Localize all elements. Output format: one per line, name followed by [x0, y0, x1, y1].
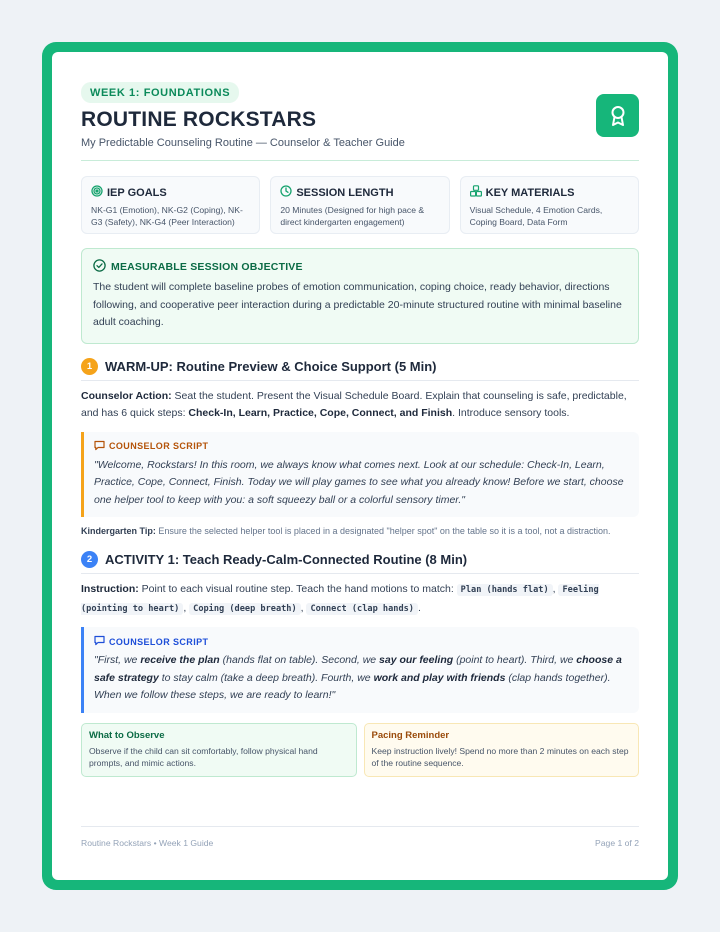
target-icon	[91, 185, 103, 200]
card-text: 20 Minutes (Designed for high pace & direct kindergarten engagement)	[280, 205, 425, 227]
card-title: IEP GOALS	[107, 186, 167, 199]
page-footer	[81, 826, 639, 848]
card-session-length	[270, 176, 449, 234]
motion-code: Plan (hands flat)	[457, 584, 553, 596]
section-title: ACTIVITY 1: Teach Ready-Calm-Connected Routine (8 Min)	[105, 552, 468, 567]
what-to-observe-box	[81, 723, 357, 777]
box-title: What to Observe	[89, 729, 165, 741]
card-title: KEY MATERIALS	[485, 186, 575, 199]
pacing-reminder-box	[364, 723, 640, 777]
kindergarten-tip: Kindergarten Tip: Ensure the selected helper tool is placed in a designated "helper spot" on the table so it is a tool, not a distraction.	[81, 526, 611, 536]
section-number: 1	[81, 358, 98, 375]
check-circle-icon	[93, 259, 106, 275]
info-cards	[81, 176, 639, 234]
script-text: "First, we receive the plan (hands flat on table). Second, we say our feeling (point to heart). Third, we choose a safe strategy to stay calm (take a deep breath). Fourth, we work and play with friends (clap hands together). When we follow these steps, we are ready to learn!"	[94, 654, 622, 701]
page-frame	[42, 42, 678, 890]
box-text: Observe if the child can sit comfortably, follow physical hand prompts, and mimic actions.	[89, 745, 318, 768]
action-label: Counselor Action:	[81, 389, 172, 402]
motion-code: Feeling (pointing to heart)	[81, 585, 599, 614]
speech-bubble-icon	[94, 635, 105, 648]
instruction-label: Instruction:	[81, 583, 139, 595]
card-text: Visual Schedule, 4 Emotion Cards, Coping Board, Data Form	[469, 205, 603, 227]
card-iep-goals	[81, 176, 260, 234]
counselor-action: Counselor Action: Seat the student. Present the Visual Schedule Board. Explain that counseling is safe, predictable, and has 6 quick steps: Check-In, Learn, Practice, Cope, Connect, and Finish. Introduce sensory tools.	[81, 389, 627, 419]
header-divider	[81, 160, 639, 161]
motion-code: Coping (deep breath)	[189, 603, 300, 615]
script-label: COUNSELOR SCRIPT	[109, 441, 209, 451]
counselor-script-warmup	[81, 432, 639, 518]
box-title: Pacing Reminder	[371, 729, 450, 741]
session-objective	[81, 248, 639, 344]
section-warmup-header	[81, 358, 639, 381]
section-title: WARM-UP: Routine Preview & Choice Support (5 Min)	[105, 358, 437, 374]
blocks-icon	[470, 185, 482, 200]
header	[81, 82, 639, 161]
speech-bubble-icon	[94, 440, 105, 453]
card-title: SESSION LENGTH	[296, 186, 394, 199]
page-subtitle: My Predictable Counseling Routine — Counselor & Teacher Guide	[81, 137, 405, 149]
objective-title: MEASURABLE SESSION OBJECTIVE	[111, 261, 303, 273]
footer-left: Routine Rockstars • Week 1 Guide	[81, 838, 214, 848]
action-steps: Check-In, Learn, Practice, Cope, Connect, and Finish	[188, 407, 453, 419]
award-ribbon-icon	[596, 94, 639, 137]
document-content	[81, 82, 639, 777]
section-number: 2	[81, 551, 98, 568]
tip-label: Kindergarten Tip:	[81, 526, 156, 536]
box-text: Keep instruction lively! Spend no more than 2 minutes on each step of the routine sequence.	[371, 745, 629, 768]
script-text: "Welcome, Rockstars! In this room, we always know what comes next. Look at our schedule: Check-In, Learn, Practice, Cope, Connect, Finish. Today we will play games to see what you already know! Before we start, choose one helper tool to keep with you: a soft squeezy ball or a colorful sensory timer."	[94, 458, 624, 506]
observation-boxes	[81, 723, 639, 777]
counselor-script-activity1	[81, 627, 639, 713]
section-activity1-header	[81, 551, 639, 574]
instruction: Instruction: Point to each visual routine step. Teach the hand motions to match: Plan (hands flat) , Feeling (pointing to heart) , Coping (deep breath) , Connect (clap hands) .	[81, 583, 599, 614]
card-key-materials	[460, 176, 639, 234]
card-text: NK-G1 (Emotion), NK-G2 (Coping), NK-G3 (Safety), NK-G4 (Peer Interaction)	[91, 205, 243, 227]
document-sheet	[52, 52, 668, 880]
page-title: ROUTINE ROCKSTARS	[81, 108, 317, 131]
script-label: COUNSELOR SCRIPT	[109, 636, 209, 647]
clock-icon	[280, 185, 292, 200]
page-number: Page 1 of 2	[595, 838, 639, 848]
objective-text: The student will complete baseline probes of emotion communication, coping choice, ready behavior, directions following, and cooperative peer interaction during a predictable 20-minute structured routine with minimal baseline adult coaching.	[93, 281, 622, 328]
motion-code: Connect (clap hands)	[306, 603, 417, 615]
week-badge: WEEK 1: FOUNDATIONS	[81, 82, 239, 103]
